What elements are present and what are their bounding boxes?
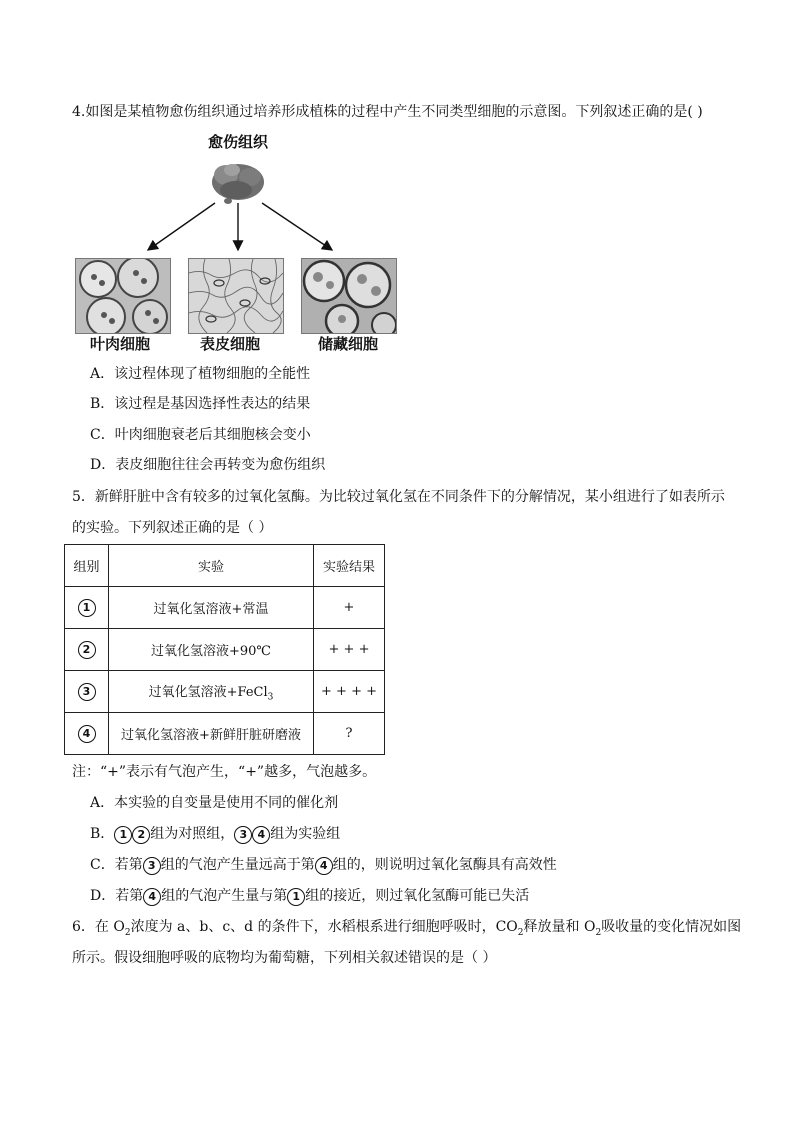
q6-stem-line1: 6．在 $O_2$浓度为 a、b、c、d 的条件下，水稻根系进行细胞呼吸时，$CO_2$释放量和 $O_2$吸收量的变化情况如图 bbox=[72, 919, 742, 938]
group-cell bbox=[65, 671, 109, 713]
table-header-row bbox=[65, 545, 385, 587]
callus-label: 愈伤组织 bbox=[208, 133, 269, 151]
q6-stem-line2: 所示。假设细胞呼吸的底物均为葡萄糖，下列相关叙述错误的是（ ） bbox=[72, 950, 497, 966]
q5-option-a: A．本实验的自变量是使用不同的催化剂 bbox=[90, 795, 339, 811]
q4-option-c: C．叶肉细胞衰老后其细胞核会变小 bbox=[90, 427, 311, 443]
table-row bbox=[65, 671, 385, 713]
result-cell: ? bbox=[314, 713, 385, 755]
header-experiment: 实验 bbox=[109, 545, 314, 587]
group-number: 3 bbox=[78, 683, 96, 701]
group-cell bbox=[65, 587, 109, 629]
result-cell: + + + + bbox=[314, 671, 385, 713]
experiment-cell: 过氧化氢溶液+90℃ bbox=[109, 629, 314, 671]
q4-stem: 4.如图是某植物愈伤组织通过培养形成植株的过程中产生不同类型细胞的示意图。下列叙述正确的是( ) bbox=[72, 104, 703, 120]
q4-option-d: D．表皮细胞往往会再转变为愈伤组织 bbox=[90, 457, 326, 473]
q5-note: 注：“+”表示有气泡产生，“+”越多，气泡越多。 bbox=[72, 764, 377, 780]
experiment-cell: 过氧化氢溶液+FeCl$_3$ bbox=[109, 671, 314, 713]
epidermal-cell-image bbox=[188, 258, 284, 334]
q5-option-b: B． 1 2 组为对照组， 3 4 组为实验组 bbox=[90, 826, 341, 842]
table-row bbox=[65, 587, 385, 629]
arrow-right bbox=[262, 203, 332, 250]
group-number: 2 bbox=[78, 641, 96, 659]
experiment-table bbox=[64, 544, 385, 755]
q5-option-c: C．若第 3 组的气泡产生量远高于第 4 组的，则说明过氧化氢酶具有高效性 bbox=[90, 857, 557, 873]
q5-stem-line1: 5．新鲜肝脏中含有较多的过氧化氢酶。为比较过氧化氢在不同条件下的分解情况，某小组进行了如表所示 bbox=[72, 489, 725, 505]
experiment-cell: 过氧化氢溶液+常温 bbox=[109, 587, 314, 629]
q4-option-b: B．该过程是基因选择性表达的结果 bbox=[90, 396, 311, 412]
group-cell bbox=[65, 713, 109, 755]
mesophyll-label: 叶肉细胞 bbox=[90, 335, 151, 353]
table-row bbox=[65, 713, 385, 755]
callus-image bbox=[212, 164, 264, 204]
group-number: 4 bbox=[78, 725, 96, 743]
q5-option-d: D．若第 4 组的气泡产生量与第 1 组的接近，则过氧化氢酶可能已失活 bbox=[90, 888, 530, 904]
result-cell: + bbox=[314, 587, 385, 629]
group-number: 1 bbox=[78, 599, 96, 617]
group-cell bbox=[65, 629, 109, 671]
storage-cell-image bbox=[301, 258, 397, 334]
storage-label: 储藏细胞 bbox=[318, 335, 379, 353]
table-row bbox=[65, 629, 385, 671]
mesophyll-cell-image bbox=[75, 258, 171, 334]
epidermal-label: 表皮细胞 bbox=[200, 335, 261, 353]
q4-option-a: A．该过程体现了植物细胞的全能性 bbox=[90, 366, 311, 382]
experiment-cell: 过氧化氢溶液+新鲜肝脏研磨液 bbox=[109, 713, 314, 755]
q5-stem-line2: 的实验。下列叙述正确的是（ ） bbox=[72, 520, 273, 536]
result-cell: + + + bbox=[314, 629, 385, 671]
arrow-left bbox=[148, 203, 215, 250]
header-result: 实验结果 bbox=[314, 545, 385, 587]
header-group: 组别 bbox=[65, 545, 109, 587]
